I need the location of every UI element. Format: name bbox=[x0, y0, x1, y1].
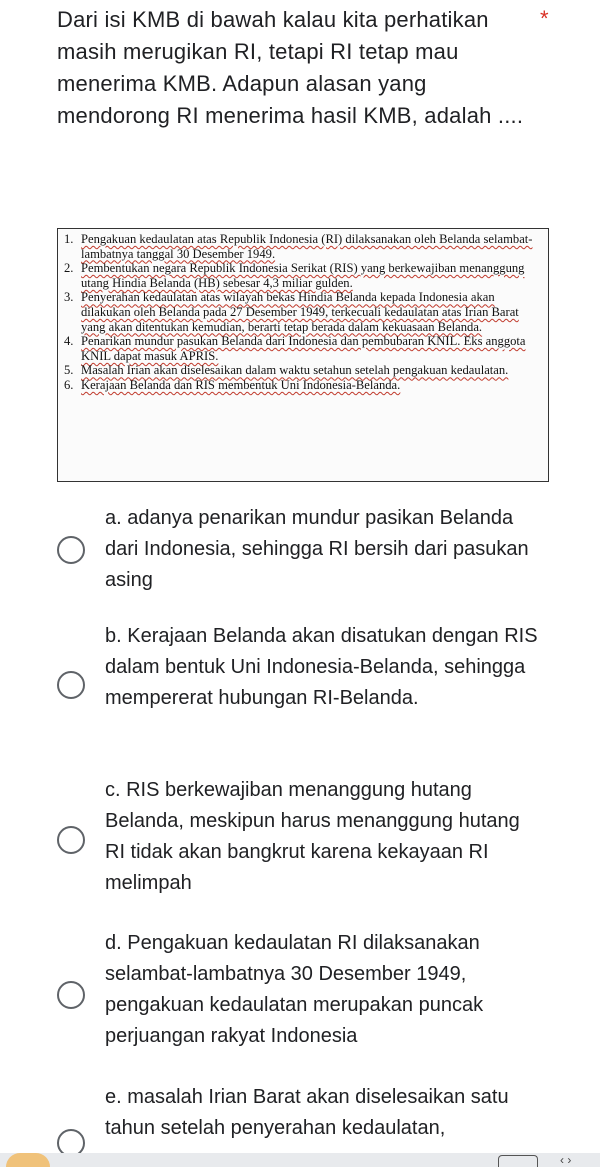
kmb-item bbox=[64, 363, 540, 378]
kmb-item bbox=[64, 290, 540, 334]
kmb-item bbox=[64, 334, 540, 363]
kmb-item-text: Penyerahan kedaulatan atas wilayah bekas Hindia Belanda kepada Indonesia akan dilakukan oleh Belanda pada 27 Desember 1949, terkecuali kedaulatan atas Irian Barat yang akan ditentukan kemudian, berarti tetap berada dalam kekuasaan Belanda. bbox=[81, 290, 519, 334]
option-c-label[interactable]: c. RIS berkewajiban menanggung hutang Belanda, meskipun harus menanggung hutang RI tidak akan bangkrut karena kekayaan RI melimpah bbox=[105, 779, 520, 894]
kmb-item-text: Pengakuan kedaulatan atas Republik Indonesia (RI) dilaksanakan oleh Belanda selambat-lambatnya tanggal 30 Desember 1949. bbox=[81, 232, 533, 261]
kmb-item-text: Pembentukan negara Republik Indonesia Serikat (RIS) yang berkewajiban menanggung utang Hindia Belanda (HB) sebesar 4,3 miliar gulden. bbox=[81, 261, 525, 290]
option-a-label[interactable]: a. adanya penarikan mundur pasikan Belanda dari Indonesia, sehingga RI bersih dari pasukan asing bbox=[105, 507, 529, 591]
kmb-item-number: 2. bbox=[64, 261, 74, 276]
bottom-navigation-bar bbox=[0, 1153, 600, 1167]
kmb-item-number: 3. bbox=[64, 290, 74, 305]
tabs-icon[interactable] bbox=[498, 1155, 538, 1167]
kmb-item-text: Masalah Irian akan diselesaikan dalam waktu setahun setelah pengakuan kedaulatan. bbox=[81, 363, 509, 378]
question-text: Dari isi KMB di bawah kalau kita perhatikan masih merugikan RI, tetapi RI tetap mau menerima KMB. Adapun alasan yang mendorong RI menerima hasil KMB, adalah .... bbox=[57, 7, 524, 128]
avatar[interactable] bbox=[6, 1153, 50, 1167]
option-d-label[interactable]: d. Pengakuan kedaulatan RI dilaksanakan selambat-lambatnya 30 Desember 1949, pengakuan kedaulatan merupakan puncak perjuangan rakyat Indonesia bbox=[105, 932, 484, 1047]
kmb-content-list bbox=[64, 232, 540, 393]
option-b-label[interactable]: b. Kerajaan Belanda akan disatukan dengan RIS dalam bentuk Uni Indonesia-Belanda, sehingga mempererat hubungan RI-Belanda. bbox=[105, 625, 538, 709]
radio-button-c[interactable] bbox=[57, 826, 85, 854]
kmb-item bbox=[64, 232, 540, 261]
kmb-item bbox=[64, 378, 540, 393]
kmb-item-number: 6. bbox=[64, 377, 74, 392]
kmb-item-number: 5. bbox=[64, 363, 74, 378]
kmb-item-text: Penarikan mundur pasukan Belanda dari Indonesia dan pembubaran KNIL. Eks anggota KNIL dapat masuk APRIS. bbox=[81, 334, 526, 363]
kmb-item bbox=[64, 261, 540, 290]
radio-button-b[interactable] bbox=[57, 671, 85, 699]
kmb-item-text: Kerajaan Belanda dan RIS membentuk Uni Indonesia-Belanda. bbox=[81, 377, 401, 392]
kmb-content-image bbox=[57, 228, 549, 482]
kmb-item-number: 4. bbox=[64, 334, 74, 349]
radio-button-a[interactable] bbox=[57, 536, 85, 564]
radio-button-d[interactable] bbox=[57, 981, 85, 1009]
kmb-item-number: 1. bbox=[64, 232, 74, 246]
back-forward-icon[interactable]: ‹ › bbox=[560, 1153, 572, 1167]
required-mark: * bbox=[540, 6, 549, 31]
option-e-label[interactable]: e. masalah Irian Barat akan diselesaikan satu tahun setelah penyerahan kedaulatan, bbox=[105, 1086, 509, 1139]
